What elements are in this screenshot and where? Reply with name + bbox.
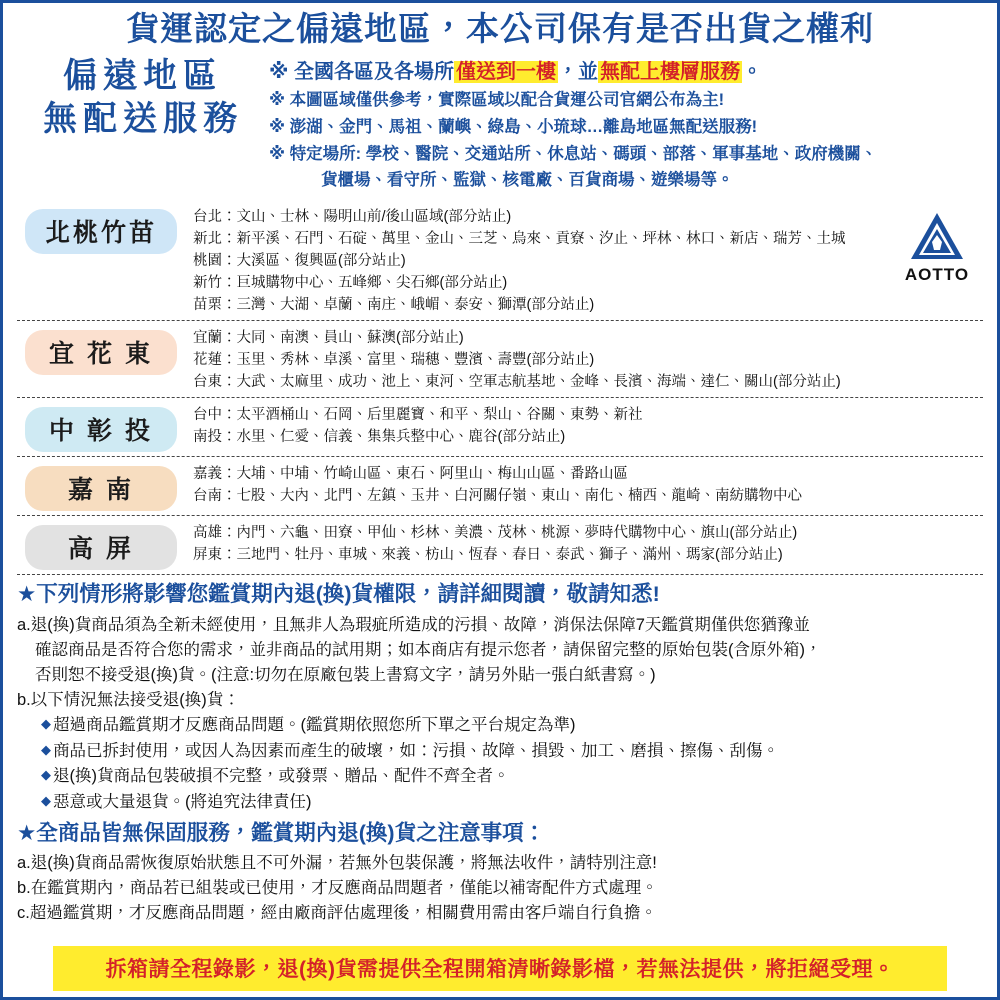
header-note-5: 貨櫃場、看守所、監獄、核電廠、百貨商場、遊樂場等。 (321, 171, 734, 190)
terms-b-label: b.以下情況無法接受退(換)貨： (17, 690, 240, 709)
terms-a-line: 確認商品是否符合您的需求，並非商品的試用期；如本商店有提示您者，請保留完整的原始包裝(含原外箱)， (35, 640, 822, 659)
header-note-1-highlight-2: 無配上樓層服務 (600, 61, 740, 84)
region-line: 南投：水里、仁愛、信義、集集兵整中心、鹿谷(部分站止) (193, 429, 566, 446)
region-row (15, 457, 985, 515)
region-badge-east: 宜 花 東 (25, 330, 177, 375)
brand-name: AOTTO (904, 265, 970, 285)
region-badge-chiayi-tainan: 嘉 南 (25, 466, 177, 511)
region-row (15, 516, 985, 574)
region-lines-north (177, 205, 889, 316)
region-badge-central: 中 彰 投 (25, 407, 177, 452)
region-line: 宜蘭：大同、南澳、員山、蘇澳(部分站止) (193, 330, 464, 347)
header-notes (269, 53, 987, 194)
region-list (3, 198, 997, 575)
region-line: 桃園：大溪區、復興區(部分站止) (193, 253, 406, 270)
region-line: 屏東：三地門、牡丹、車城、來義、枋山、恆春、春日、泰武、獅子、滿州、瑪家(部分站止) (193, 547, 783, 564)
spacer-cell (889, 462, 985, 468)
terms-bullet (17, 739, 983, 765)
terms-bullet (17, 713, 983, 739)
region-lines-south (177, 521, 889, 566)
header-note-1-post: 。 (742, 61, 762, 84)
header-note-1-pre: ※ 全國各區及各場所 (269, 61, 454, 84)
region-lines-chiayi-tainan (177, 462, 889, 507)
terms-title-1: ★下列情形將影響您鑑賞期內退(換)貨權限，請詳細閱讀，敬請知悉! (17, 582, 660, 607)
region-line: 新竹：巨城購物中心、五峰鄉、尖石鄉(部分站止) (193, 275, 508, 292)
remote-area-title-line1: 偏遠地區 (63, 57, 223, 96)
terms-bullet-text: 商品已拆封使用，或因人為因素而產生的破壞，如：污損、故障、損毀、加工、磨損、擦傷、刮傷。 (53, 741, 779, 760)
aotto-logo-icon (908, 211, 966, 263)
terms-bullet-text: 惡意或大量退貨。(將追究法律責任) (53, 793, 312, 812)
terms-a-line: 否則恕不接受退(換)貨。(注意:切勿在原廠包裝上書寫文字，請另外貼一張白紙書寫。) (35, 665, 656, 684)
remote-area-title-line2: 無配送服務 (43, 99, 243, 138)
spacer-cell (889, 326, 985, 332)
brand-logo (889, 205, 985, 285)
header-note-3: ※ 澎湖、金門、馬祖、蘭嶼、綠島、小琉球…離島地區無配送服務! (269, 118, 758, 137)
region-line: 新北：新平溪、石門、石碇、萬里、金山、三芝、烏來、貢寮、汐止、坪林、林口、新店、瑞芳、土城 (193, 231, 846, 248)
region-line: 台中：太平酒桶山、石岡、后里麗寶、和平、梨山、谷關、東勢、新社 (193, 407, 643, 424)
spacer-cell (889, 521, 985, 527)
terms-bullet (17, 790, 983, 816)
header-note-4: ※ 特定場所: 學校、醫院、交通站所、休息站、碼頭、部落、軍事基地、政府機關、 (269, 144, 878, 163)
diamond-bullet-icon: ◆ (41, 715, 51, 731)
page-title: 貨運認定之偏遠地區，本公司保有是否出貨之權利 (126, 10, 874, 47)
region-lines-central (177, 403, 889, 448)
terms-bullet-text: 退(換)貨商品包裝破損不完整，或發票、贈品、配件不齊全者。 (53, 767, 510, 786)
header-note-1-highlight-1: 僅送到一樓 (456, 61, 556, 84)
header-note-1-mid: ，並 (558, 61, 598, 84)
terms-c-line: a.退(換)貨商品需恢復原始狀態且不可外漏，若無外包裝保護，將無法收件，請特別注意! (17, 854, 657, 873)
region-line: 台東：大武、太麻里、成功、池上、東河、空軍志航基地、金峰、長濱、海端、達仁、關山(部分站止) (193, 374, 841, 391)
region-badge-south: 高 屏 (25, 525, 177, 570)
terms-a-line: a.退(換)貨商品須為全新未經使用，且無非人為瑕疵所造成的污損、故障，消保法保障7天鑑賞期僅供您猶豫並 (17, 615, 810, 634)
header-row (3, 51, 997, 198)
region-line: 花蓮：玉里、秀林、卓溪、富里、瑞穗、豐濱、壽豐(部分站止) (193, 352, 595, 369)
terms-bullet (17, 764, 983, 790)
region-row (15, 321, 985, 397)
region-lines-east (177, 326, 889, 393)
header-note-1 (269, 57, 987, 87)
region-row (15, 200, 985, 320)
terms-c-line: c.超過鑑賞期，才反應商品問題，經由廠商評估處理後，相關費用需由客戶端自行負擔。 (17, 904, 657, 923)
terms-title-2: ★全商品皆無保固服務，鑑賞期內退(換)貨之注意事項： (17, 820, 546, 845)
region-line: 台南：七股、大內、北門、左鎮、玉井、白河關仔嶺、東山、南化、楠西、龍崎、南紡購物中心 (193, 488, 802, 505)
diamond-bullet-icon: ◆ (41, 793, 51, 809)
footer-warning-banner: 拆箱請全程錄影，退(換)貨需提供全程開箱清晰錄影檔，若無法提供，將拒絕受理。 (53, 946, 947, 991)
terms-bullet-text: 超過商品鑑賞期才反應商品問題。(鑑賞期依照您所下單之平台規定為準) (53, 715, 576, 734)
remote-area-title (17, 53, 269, 140)
diamond-bullet-icon: ◆ (41, 741, 51, 757)
diamond-bullet-icon: ◆ (41, 767, 51, 783)
region-row (15, 398, 985, 456)
region-line: 嘉義：大埔、中埔、竹崎山區、東石、阿里山、梅山山區、番路山區 (193, 466, 628, 483)
region-line: 台北：文山、士林、陽明山前/後山區域(部分站止) (193, 209, 512, 226)
header-note-2: ※ 本圖區域僅供參考，實際區域以配合貨運公司官網公布為主! (269, 91, 725, 110)
region-line: 高雄：內門、六龜、田寮、甲仙、杉林、美濃、茂林、桃源、夢時代購物中心、旗山(部分站止) (193, 525, 798, 542)
region-badge-north: 北桃竹苗 (25, 209, 177, 254)
terms-section (3, 575, 997, 926)
terms-c-line: b.在鑑賞期內，商品若已組裝或已使用，才反應商品問題者，僅能以補寄配件方式處理。 (17, 879, 658, 898)
spacer-cell (889, 403, 985, 409)
region-line: 苗栗：三灣、大湖、卓蘭、南庄、峨嵋、泰安、獅潭(部分站止) (193, 297, 595, 314)
